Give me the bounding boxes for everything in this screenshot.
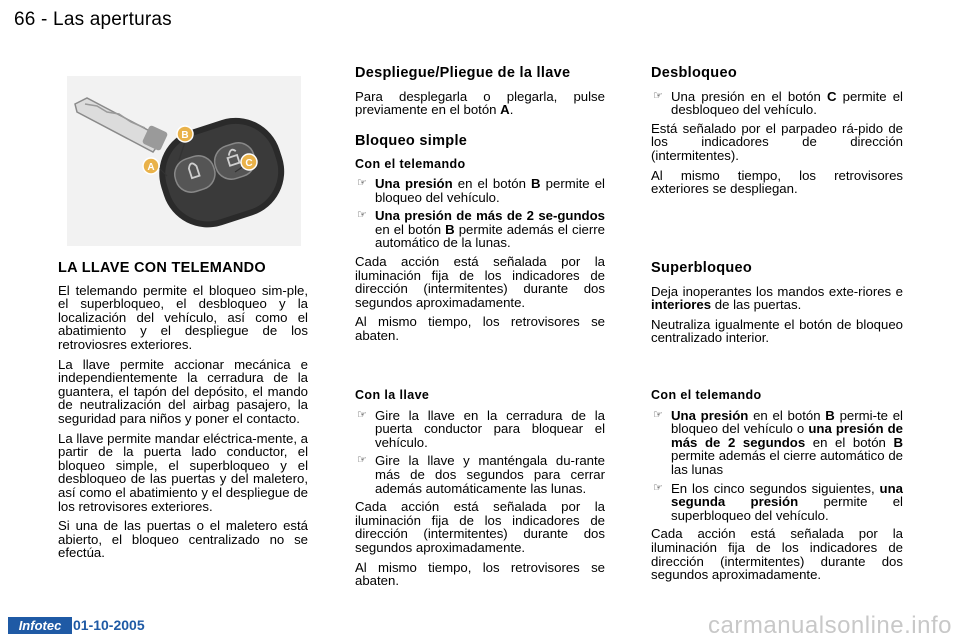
bullet-icon: ☞ bbox=[357, 176, 367, 189]
heading-despliegue: Despliegue/Pliegue de la llave bbox=[355, 65, 571, 81]
list-item: ☞ Una presión en el botón B permite el bloqueo del vehículo. bbox=[357, 175, 605, 205]
right-column-bottom bbox=[651, 389, 903, 588]
svg-text:B: B bbox=[181, 130, 189, 141]
right-column-middle bbox=[651, 262, 903, 351]
right-column-top bbox=[651, 67, 903, 202]
paragraph: Cada acción está señalada por la iluminación fija de los indicadores de dirección (intermitentes) durante dos segundos aproximadamente. bbox=[355, 499, 605, 555]
list-item: ☞ Una presión en el botón C permite el desbloqueo del vehículo. bbox=[653, 88, 903, 118]
section-title: Las aperturas bbox=[53, 9, 172, 30]
subheading-con-telemando: Con el telemando bbox=[651, 388, 762, 402]
heading-superbloqueo: Superbloqueo bbox=[651, 260, 753, 276]
bullet-icon: ☞ bbox=[357, 454, 367, 467]
subheading-con-telemando: Con el telemando bbox=[355, 157, 466, 172]
paragraph: Para desplegarla o plegarla, pulse previamente en el botón A. bbox=[355, 88, 605, 118]
svg-text:A: A bbox=[147, 162, 155, 173]
list-item: ☞ Gire la llave en la cerradura de la puerta conductor para bloquear el vehículo. bbox=[357, 407, 605, 450]
paragraph: El telemando permite el bloqueo sim-ple, el superbloqueo, el desbloqueo y la localización del vehículo, así como el abatimiento y el despliegue de los retroviosres exteriores. bbox=[58, 282, 308, 352]
watermark: carmanualsonline.info bbox=[708, 612, 952, 639]
infotec-logo: Infotec bbox=[8, 617, 72, 634]
list-item: ☞ Gire la llave y manténgala du-rante más de dos segundos para cerrar además automáticamente las lunas. bbox=[357, 453, 605, 496]
heading-bloqueo-simple: Bloqueo simple bbox=[355, 132, 468, 149]
paragraph: Neutraliza igualmente el botón de bloqueo centralizado interior. bbox=[651, 316, 903, 346]
bullet-icon: ☞ bbox=[653, 481, 663, 494]
paragraph: Deja inoperantes los mandos exte-riores e interiores de las puertas. bbox=[651, 283, 903, 313]
paragraph: Cada acción está señalada por la iluminación fija de los indicadores de dirección (intermitentes) durante dos segundos aproximadamente. bbox=[651, 526, 903, 583]
bullet-icon: ☞ bbox=[357, 209, 367, 222]
paragraph: La llave permite mandar eléctrica-mente, a partir de la puerta lado conductor, el bloqueo simple, el superbloqueo y el desbloqueo de las puertas y del maletero, así como el abatimiento y el despliegue de los retrovisores exteriores. bbox=[58, 430, 308, 514]
bullet-icon: ☞ bbox=[653, 89, 663, 102]
key-label-b bbox=[177, 126, 193, 142]
paragraph: Cada acción está señalada por la iluminación fija de los indicadores de dirección (intermitentes) durante dos segundos aproximadamente. bbox=[355, 253, 605, 310]
middle-column-bottom bbox=[355, 389, 605, 594]
key-illustration bbox=[67, 76, 301, 246]
bullet-icon: ☞ bbox=[653, 408, 663, 421]
paragraph: Está señalado por el parpadeo rá-pido de los indicadores de dirección (intermitentes). bbox=[651, 120, 903, 163]
paragraph: Al mismo tiempo, los retrovisores exteriores se despliegan. bbox=[651, 167, 903, 197]
paragraph: La llave permite accionar mecánica e independientemente la cerradura de la guantera, el tapón del depósito, el mando de neutralización del airbag pasajero, la seguridad para niños y poner el contacto. bbox=[58, 356, 308, 426]
subheading-con-llave: Con la llave bbox=[355, 388, 430, 402]
key-label-c bbox=[241, 154, 257, 170]
paragraph: Si una de las puertas o el maletero está abierto, el bloqueo centralizado no se efectúa. bbox=[58, 518, 308, 561]
page-header bbox=[14, 9, 172, 31]
heading-llave-telemando: LA LLAVE CON TELEMANDO bbox=[58, 260, 266, 276]
left-column bbox=[58, 262, 308, 566]
list-item: ☞ Una presión en el botón B permi-te el bloqueo del vehículo o una presión de más de 2 segundos en el botón B permite además el cierre automático de las lunas bbox=[653, 407, 903, 477]
footer-date: 01-10-2005 bbox=[73, 617, 145, 633]
header-separator: - bbox=[41, 9, 48, 30]
key-remote-image bbox=[67, 76, 301, 246]
list-item: ☞ Una presión de más de 2 se-gundos en el botón B permite además el cierre automático de la lunas. bbox=[357, 208, 605, 251]
page-number: 66 bbox=[14, 9, 36, 30]
heading-desbloqueo: Desbloqueo bbox=[651, 65, 737, 81]
middle-column-top bbox=[355, 67, 605, 349]
key-label-a bbox=[143, 158, 159, 174]
list-item: ☞ En los cinco segundos siguientes, una segunda presión permite el superbloqueo del vehículo. bbox=[653, 480, 903, 523]
paragraph: Al mismo tiempo, los retrovisores se abaten. bbox=[355, 314, 605, 343]
bullet-icon: ☞ bbox=[357, 408, 367, 421]
svg-text:C: C bbox=[245, 158, 253, 169]
paragraph: Al mismo tiempo, los retrovisores se abaten. bbox=[355, 559, 605, 589]
